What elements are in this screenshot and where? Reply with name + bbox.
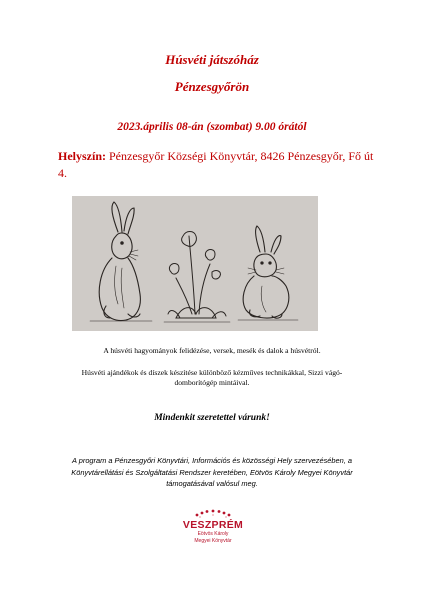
description-crafts: Húsvéti ajándékok és díszek készítése különböző kézműves technikákkal, Sizzi vágó-domborítógép mintáival. xyxy=(81,368,343,387)
organizer-credits: A program a Pénzesgyőri Könyvtári, Információs és közösségi Hely szervezésében, a Könyvtárellátási és Szolgáltatási Rendszer keretében, Eötvös Károly Megyei Könyvtár támogatásával valósul meg. xyxy=(71,456,353,488)
easter-illustration xyxy=(72,196,318,331)
flower-icon xyxy=(164,232,230,323)
rabbit-left-icon xyxy=(90,202,152,321)
event-datetime: 2023.április 08-án (szombat) 9.00 órától xyxy=(117,121,307,133)
poster-subtitle: Pénzesgyőrön xyxy=(174,79,250,94)
poster-title: Húsvéti játszóház xyxy=(165,52,259,67)
event-venue xyxy=(58,148,378,182)
logo-subline-1: Eötvös Károly xyxy=(197,531,229,537)
rabbit-right-icon xyxy=(238,226,298,320)
venue-text: Pénzesgyőr Községi Könyvtár, 8426 Pénzesgyőr, Fő út 4. xyxy=(58,149,374,180)
description-traditions: A húsvéti hagyományok felidézése, versek, mesék és dalok a húsvétról. xyxy=(103,346,321,355)
logo-subline-2: Megyei Könyvtár xyxy=(194,537,232,544)
logo-wordmark: VESZPRÉM xyxy=(182,519,244,531)
welcome-message: Mindenkit szeretettel várunk! xyxy=(154,413,270,423)
venue-label: Helyszín: xyxy=(58,149,106,163)
library-logo xyxy=(168,509,258,559)
logo-dots-icon xyxy=(193,509,233,518)
